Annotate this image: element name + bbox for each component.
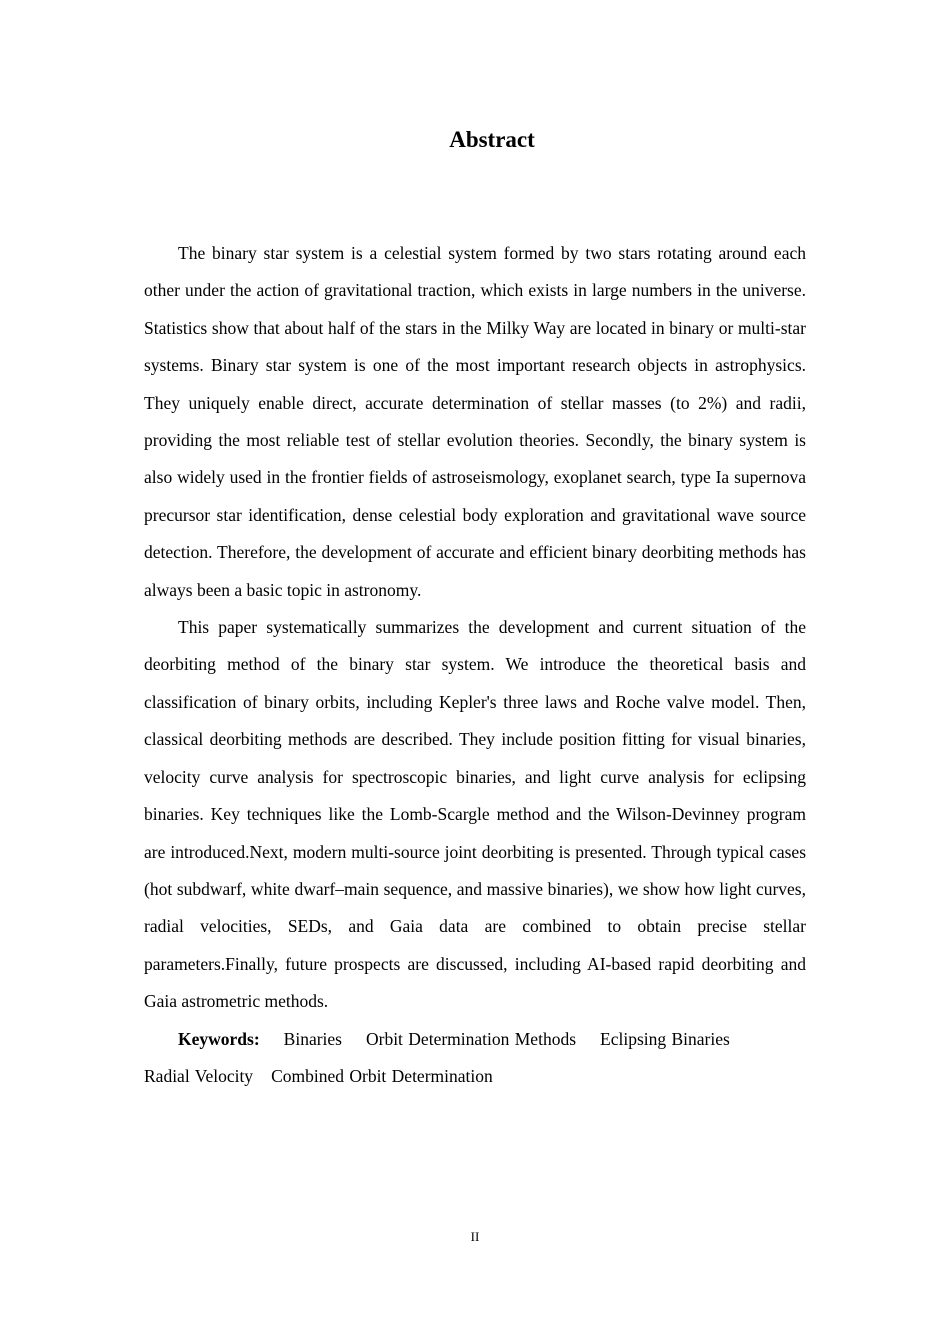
keyword-item: Orbit Determination Methods [365, 1028, 577, 1049]
keyword-item: Radial Velocity [144, 1065, 254, 1086]
abstract-paragraph-1: The binary star system is a celestial system formed by two stars rotating around each other under the action of gravitational traction, which exists in large numbers in the universe. Statistics show that about half of the stars in the Milky Way are located in binary or multi-star systems. Binary star system is one of the most important research objects in astrophysics. They uniquely enable direct, accurate determination of stellar masses (to 2%) and radii, providing the most reliable test of stellar evolution theories. Secondly, the binary system is also widely used in the frontier fields of astroseismology, exoplanet search, type Ia supernova precursor star identification, dense celestial body exploration and gravitational wave source detection. Therefore, the development of accurate and efficient binary deorbiting methods has always been a basic topic in astronomy. [144, 243, 806, 600]
page-number: II [470, 1229, 480, 1244]
abstract-body [144, 235, 806, 1095]
keywords-label: Keywords: [178, 1028, 260, 1049]
keyword-item: Combined Orbit Determination [271, 1065, 493, 1086]
keyword-item: Binaries [283, 1028, 342, 1049]
keywords-line [144, 1021, 806, 1096]
abstract-title: Abstract [449, 127, 535, 152]
abstract-paragraph-2: This paper systematically summarizes the development and current situation of the deorbiting method of the binary star system. We introduce the theoretical basis and classification of binary orbits, including Kepler's three laws and Roche valve model. Then, classical deorbiting methods are described. They include position fitting for visual binaries, velocity curve analysis for spectroscopic binaries, and light curve analysis for eclipsing binaries. Key techniques like the Lomb-Scargle method and the Wilson-Devinney program are introduced.Next, modern multi-source joint deorbiting is presented. Through typical cases (hot subdwarf, white dwarf–main sequence, and massive binaries), we show how light curves, radial velocities, SEDs, and Gaia data are combined to obtain precise stellar parameters.Finally, future prospects are discussed, including AI-based rapid deorbiting and Gaia astrometric methods. [144, 617, 806, 1012]
keyword-item: Eclipsing Binaries [600, 1028, 730, 1049]
